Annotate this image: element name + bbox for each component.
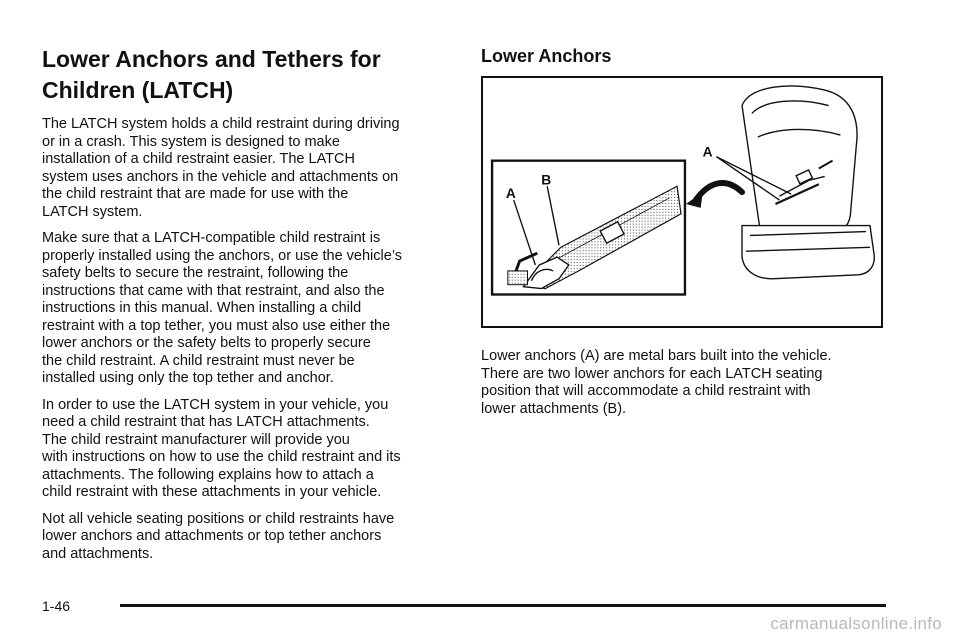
lower-anchors-figure <box>481 76 883 328</box>
inset-detail-box <box>492 161 685 295</box>
lower-anchors-illustration <box>483 78 881 326</box>
figure-label-b-inset: B <box>541 172 552 188</box>
footer-rule <box>120 604 886 607</box>
callout-arrow <box>686 183 742 208</box>
figure-label-a-inset: A <box>505 186 516 202</box>
page-number: 1-46 <box>42 598 71 614</box>
right-column <box>481 44 887 427</box>
body-paragraph-1: The LATCH system holds a child restraint during driving or in a crash. This system is designed to make installation of a child restraint easier. The LATCH system uses anchors in the vehicle and attachments on the child restraint that are made for use with the LATCH system. <box>42 116 400 220</box>
subsection-title: Lower Anchors <box>481 46 612 66</box>
left-column <box>42 44 454 572</box>
figure-label-a-seat: A <box>702 144 713 160</box>
figure-caption-paragraph: Lower anchors (A) are metal bars built into the vehicle. There are two lower anchors for each LATCH seating position that will accommodate a child restraint with lower attachments (B). <box>481 348 832 417</box>
section-title: Lower Anchors and Tethers for Children (LATCH) <box>42 46 381 103</box>
body-paragraph-2: Make sure that a LATCH-compatible child restraint is properly installed using the anchors, or use the vehicle’s safety belts to secure the restraint, following the instructions that came with that restraint, and also the instructions in this manual. When installing a child restraint with a top tether, you must also use either the lower anchors or the safety belts to properly secure the child restraint. A child restraint must never be installed using only the top tether and anchor. <box>42 230 403 386</box>
body-paragraph-3: In order to use the LATCH system in your vehicle, you need a child restraint that has LATCH attachments. The child restraint manufacturer will provide you with instructions on how to use the child restraint and its attachments. The following explains how to attach a child restraint with these attachments in your vehicle. <box>42 396 401 500</box>
watermark-text: carmanualsonline.info <box>770 614 942 633</box>
vehicle-seat-drawing <box>742 86 874 279</box>
body-paragraph-4: Not all vehicle seating positions or child restraints have lower anchors and attachments or top tether anchors and attachments. <box>42 510 395 562</box>
